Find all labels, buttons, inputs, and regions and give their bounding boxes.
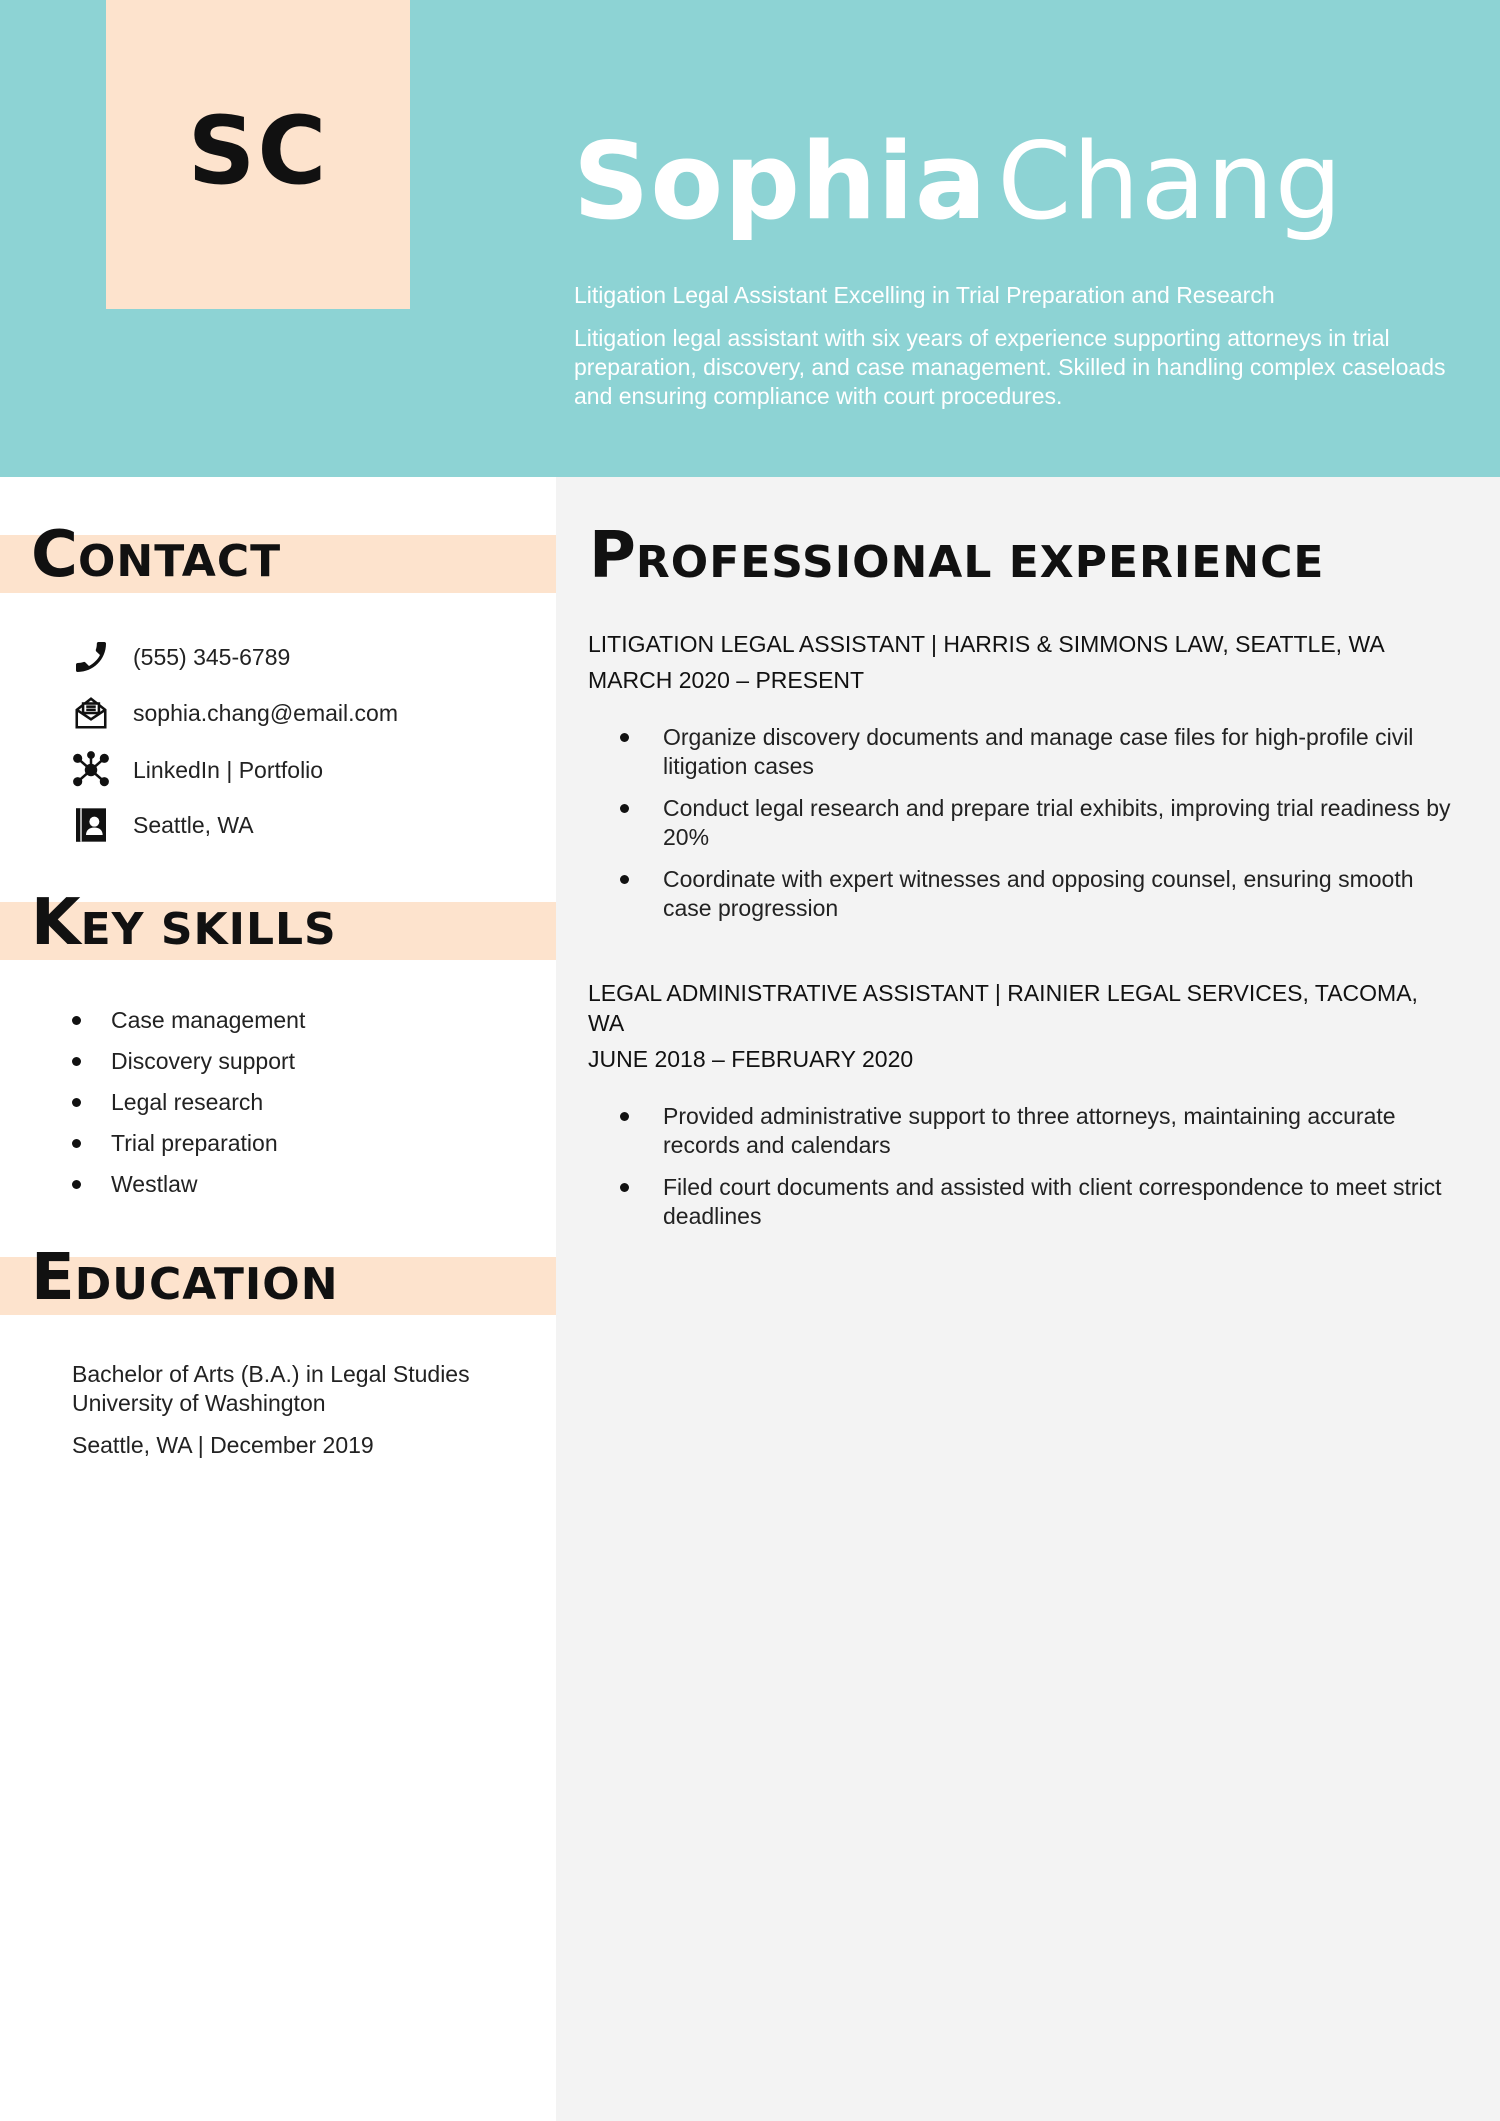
list-item: Coordinate with expert witnesses and opposing counsel, ensuring smooth case progression bbox=[588, 865, 1458, 923]
job-role: LEGAL ADMINISTRATIVE ASSISTANT | RAINIER LEGAL SERVICES, TACOMA, WA bbox=[588, 980, 1418, 1036]
job-bullets bbox=[588, 723, 1458, 923]
contact-heading: CONTACT bbox=[31, 518, 282, 592]
contact-card-icon bbox=[70, 804, 112, 846]
job-entry bbox=[588, 978, 1458, 1244]
full-name bbox=[573, 118, 1343, 245]
list-item: Discovery support bbox=[72, 1041, 305, 1082]
job-dates: JUNE 2018 – FEBRUARY 2020 bbox=[588, 1046, 914, 1072]
envelope-icon bbox=[70, 692, 112, 734]
phone-icon bbox=[70, 636, 112, 678]
location-text: Seattle, WA bbox=[133, 811, 254, 838]
job-entry bbox=[588, 629, 1458, 936]
phone-number[interactable]: (555) 345-6789 bbox=[133, 643, 291, 670]
education-entry bbox=[72, 1360, 470, 1460]
network-icon bbox=[70, 749, 112, 791]
contact-location bbox=[70, 803, 254, 847]
monogram-box bbox=[106, 0, 410, 309]
header-banner bbox=[0, 0, 1500, 477]
list-item: Conduct legal research and prepare trial exhibits, improving trial readiness by 20% bbox=[588, 794, 1458, 852]
job-role: LITIGATION LEGAL ASSISTANT | HARRIS & SIMMONS LAW, SEATTLE, WA bbox=[588, 631, 1385, 657]
first-name: Sophia bbox=[573, 120, 988, 243]
skills-list bbox=[72, 1000, 305, 1205]
job-dates: MARCH 2020 – PRESENT bbox=[588, 667, 865, 693]
school: University of Washington bbox=[72, 1390, 326, 1416]
job-bullets bbox=[588, 1102, 1458, 1231]
list-item: Provided administrative support to three attorneys, maintaining accurate records and calendars bbox=[588, 1102, 1458, 1160]
tagline: Litigation Legal Assistant Excelling in Trial Preparation and Research bbox=[574, 282, 1275, 308]
education-heading: EDUCATION bbox=[31, 1241, 339, 1315]
contact-email bbox=[70, 691, 398, 735]
skills-heading: KEY SKILLS bbox=[31, 886, 337, 960]
list-item: Case management bbox=[72, 1000, 305, 1041]
email-address[interactable]: sophia.chang@email.com bbox=[133, 699, 398, 726]
contact-phone bbox=[70, 635, 290, 679]
list-item: Filed court documents and assisted with client correspondence to meet strict deadlines bbox=[588, 1173, 1458, 1231]
monogram-initials: SC bbox=[187, 97, 329, 206]
profile-links[interactable]: LinkedIn | Portfolio bbox=[133, 756, 324, 783]
education-location-date: Seattle, WA | December 2019 bbox=[72, 1432, 374, 1458]
list-item: Westlaw bbox=[72, 1164, 305, 1205]
contact-links bbox=[70, 748, 323, 792]
list-item: Organize discovery documents and manage case files for high-profile civil litigation cases bbox=[588, 723, 1458, 781]
experience-heading: PROFESSIONAL EXPERIENCE bbox=[589, 519, 1325, 593]
list-item: Legal research bbox=[72, 1082, 305, 1123]
summary: Litigation legal assistant with six years of experience supporting attorneys in trial preparation, discovery, and case management. Skilled in handling complex caseloads and ensuring compliance with court procedures. bbox=[574, 325, 1446, 409]
list-item: Trial preparation bbox=[72, 1123, 305, 1164]
last-name: Chang bbox=[997, 120, 1343, 243]
degree: Bachelor of Arts (B.A.) in Legal Studies bbox=[72, 1361, 470, 1387]
